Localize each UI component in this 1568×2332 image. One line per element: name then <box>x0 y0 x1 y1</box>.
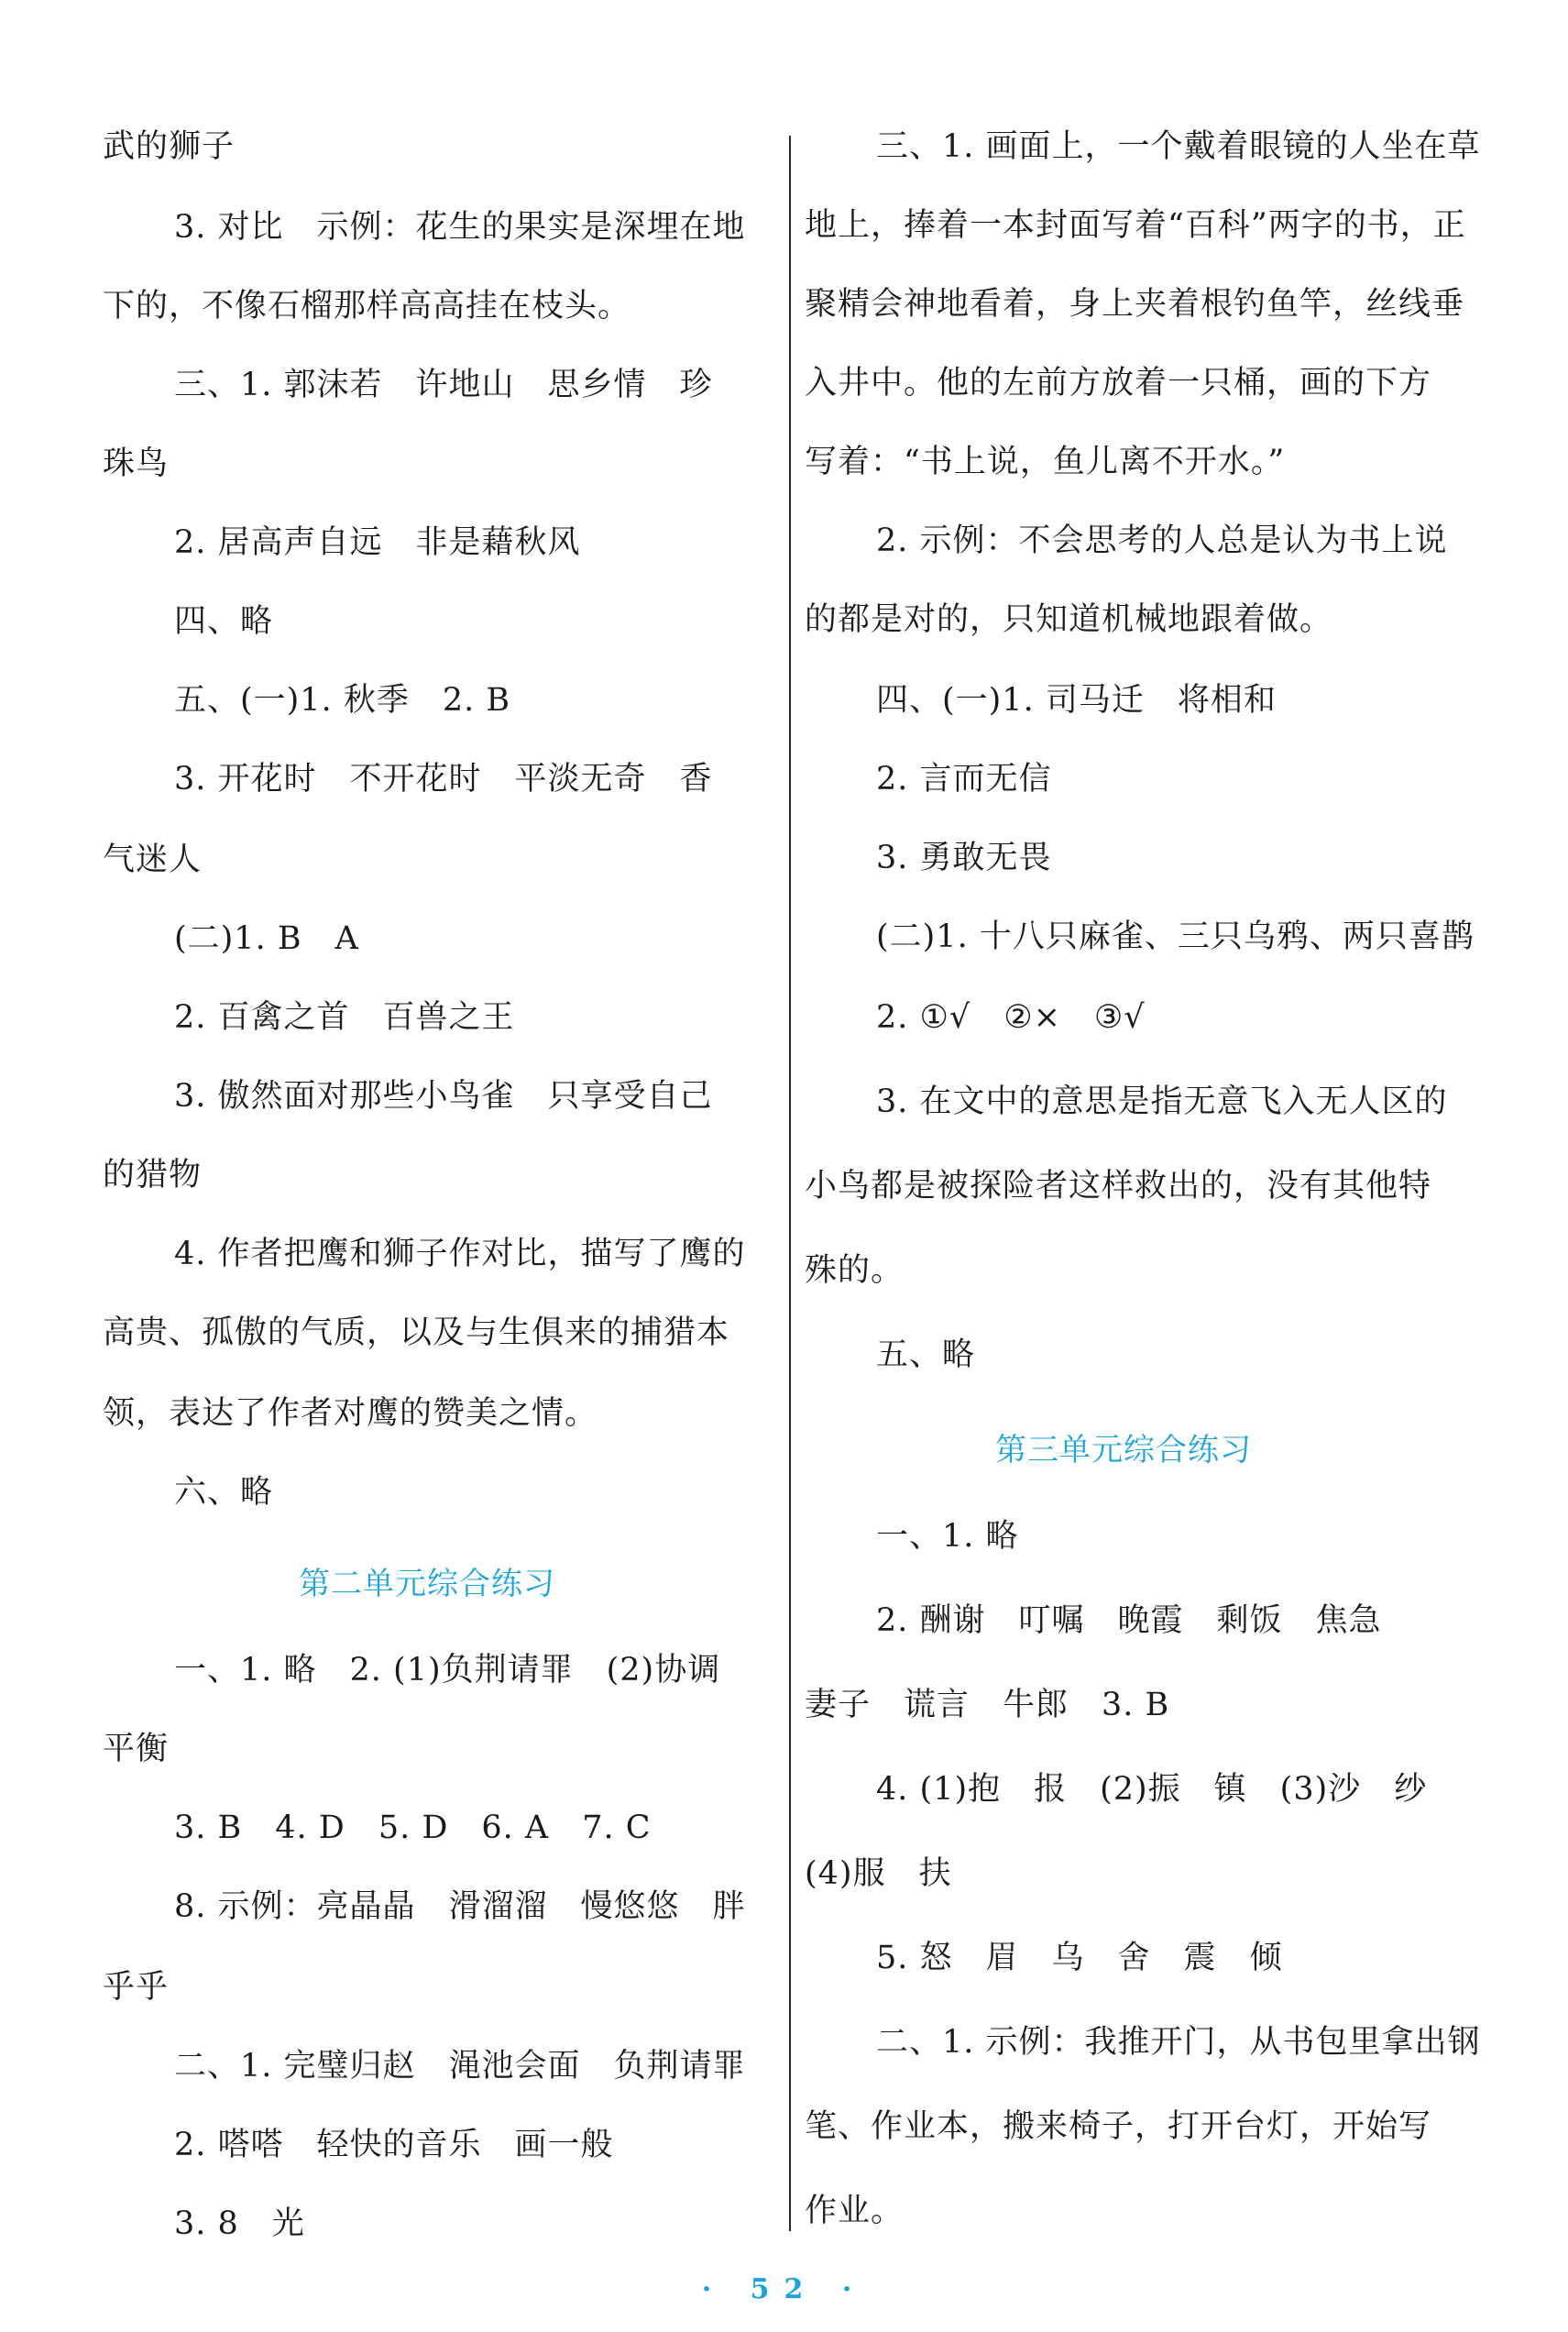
text-line: 妻子 谎言 牛郎 3. B <box>805 1687 1170 1723</box>
text-line: 二、1. 完璧归赵 渑池会面 负荆请罪 <box>174 2048 746 2084</box>
text-line: 一、1. 略 <box>876 1518 1019 1555</box>
text-line: 2. 酬谢 叮嘱 晚霞 剩饭 焦急 <box>876 1602 1382 1639</box>
column-divider <box>789 136 791 2231</box>
text-line: 三、1. 郭沫若 许地山 思乡情 珍 <box>174 367 713 403</box>
section-heading: 第三单元综合练习 <box>995 1432 1252 1468</box>
text-line: 5. 怒 眉 乌 舍 震 倾 <box>876 1940 1283 1976</box>
text-line: 3. 勇敢无畏 <box>876 840 1052 876</box>
text-line: 五、(一)1. 秋季 2. B <box>174 682 511 719</box>
text-line: 三、1. 画面上，一个戴着眼镜的人坐在草 <box>876 128 1481 165</box>
text-line: 2. ①√ ②× ③√ <box>876 999 1146 1036</box>
text-line: 武的狮子 <box>103 128 236 165</box>
text-line: 3. 在文中的意思是指无意飞入无人区的 <box>876 1084 1448 1120</box>
text-line: 3. 开花时 不开花时 平淡无奇 香 <box>174 761 713 798</box>
text-line: 8. 示例：亮晶晶 滑溜溜 慢悠悠 胖 <box>174 1888 746 1925</box>
text-line: 2. 居高声自远 非是藉秋风 <box>174 524 581 561</box>
text-line: 4. (1)抱 报 (2)振 镇 (3)沙 纱 <box>876 1771 1428 1808</box>
text-line: (二)1. 十八只麻雀、三只乌鸦、两只喜鹊 <box>876 918 1475 955</box>
text-line: (4)服 扶 <box>805 1855 952 1892</box>
text-line: (二)1. B A <box>174 920 359 957</box>
text-line: 高贵、孤傲的气质，以及与生俱来的捕猎本 <box>103 1314 730 1351</box>
text-line: 四、略 <box>174 603 274 640</box>
text-line: 领，表达了作者对鹰的赞美之情。 <box>103 1395 598 1432</box>
text-line: 的都是对的，只知道机械地跟着做。 <box>805 601 1333 638</box>
text-line: 3. 对比 示例：花生的果实是深埋在地 <box>174 209 746 246</box>
text-line: 小鸟都是被探险者这样救出的，没有其他特 <box>805 1168 1432 1204</box>
text-line: 写着：“书上说，鱼儿离不开水。” <box>805 444 1286 480</box>
text-line: 笔、作业本，搬来椅子，打开台灯，开始写 <box>805 2108 1432 2145</box>
text-line: 2. 百禽之首 百兽之王 <box>174 999 515 1036</box>
text-line: 五、略 <box>876 1336 976 1373</box>
text-line: 2. 示例：不会思考的人总是认为书上说 <box>876 522 1448 559</box>
text-line: 殊的。 <box>805 1252 905 1289</box>
text-line: 地上，捧着一本封面写着“百科”两字的书，正 <box>805 207 1466 244</box>
text-line: 六、略 <box>174 1474 274 1511</box>
page-number: · 52 · <box>701 2273 867 2305</box>
text-line: 乎乎 <box>103 1969 170 2006</box>
text-line: 的猎物 <box>103 1157 203 1194</box>
text-line: 4. 作者把鹰和狮子作对比，描写了鹰的 <box>174 1236 746 1272</box>
text-line: 气迷人 <box>103 842 203 878</box>
text-line: 平衡 <box>103 1731 170 1767</box>
text-line: 四、(一)1. 司马迁 将相和 <box>876 682 1277 719</box>
text-line: 作业。 <box>805 2193 905 2229</box>
text-line: 2. 言而无信 <box>876 761 1052 798</box>
text-line: 3. 傲然面对那些小鸟雀 只享受自己 <box>174 1078 713 1115</box>
section-heading: 第二单元综合练习 <box>299 1566 555 1602</box>
text-line: 2. 嗒嗒 轻快的音乐 画一般 <box>174 2127 614 2163</box>
text-line: 3. 8 光 <box>174 2206 305 2242</box>
text-line: 入井中。他的左前方放着一只桶，画的下方 <box>805 365 1432 402</box>
text-line: 3. B 4. D 5. D 6. A 7. C <box>174 1810 652 1846</box>
text-line: 珠鸟 <box>103 446 170 482</box>
text-line: 下的，不像石榴那样高高挂在枝头。 <box>103 288 631 324</box>
text-line: 一、1. 略 2. (1)负荆请罪 (2)协调 <box>174 1652 721 1688</box>
text-line: 二、1. 示例：我推开门，从书包里拿出钢 <box>876 2024 1481 2061</box>
text-line: 聚精会神地看着，身上夹着根钓鱼竿，丝线垂 <box>805 286 1465 323</box>
